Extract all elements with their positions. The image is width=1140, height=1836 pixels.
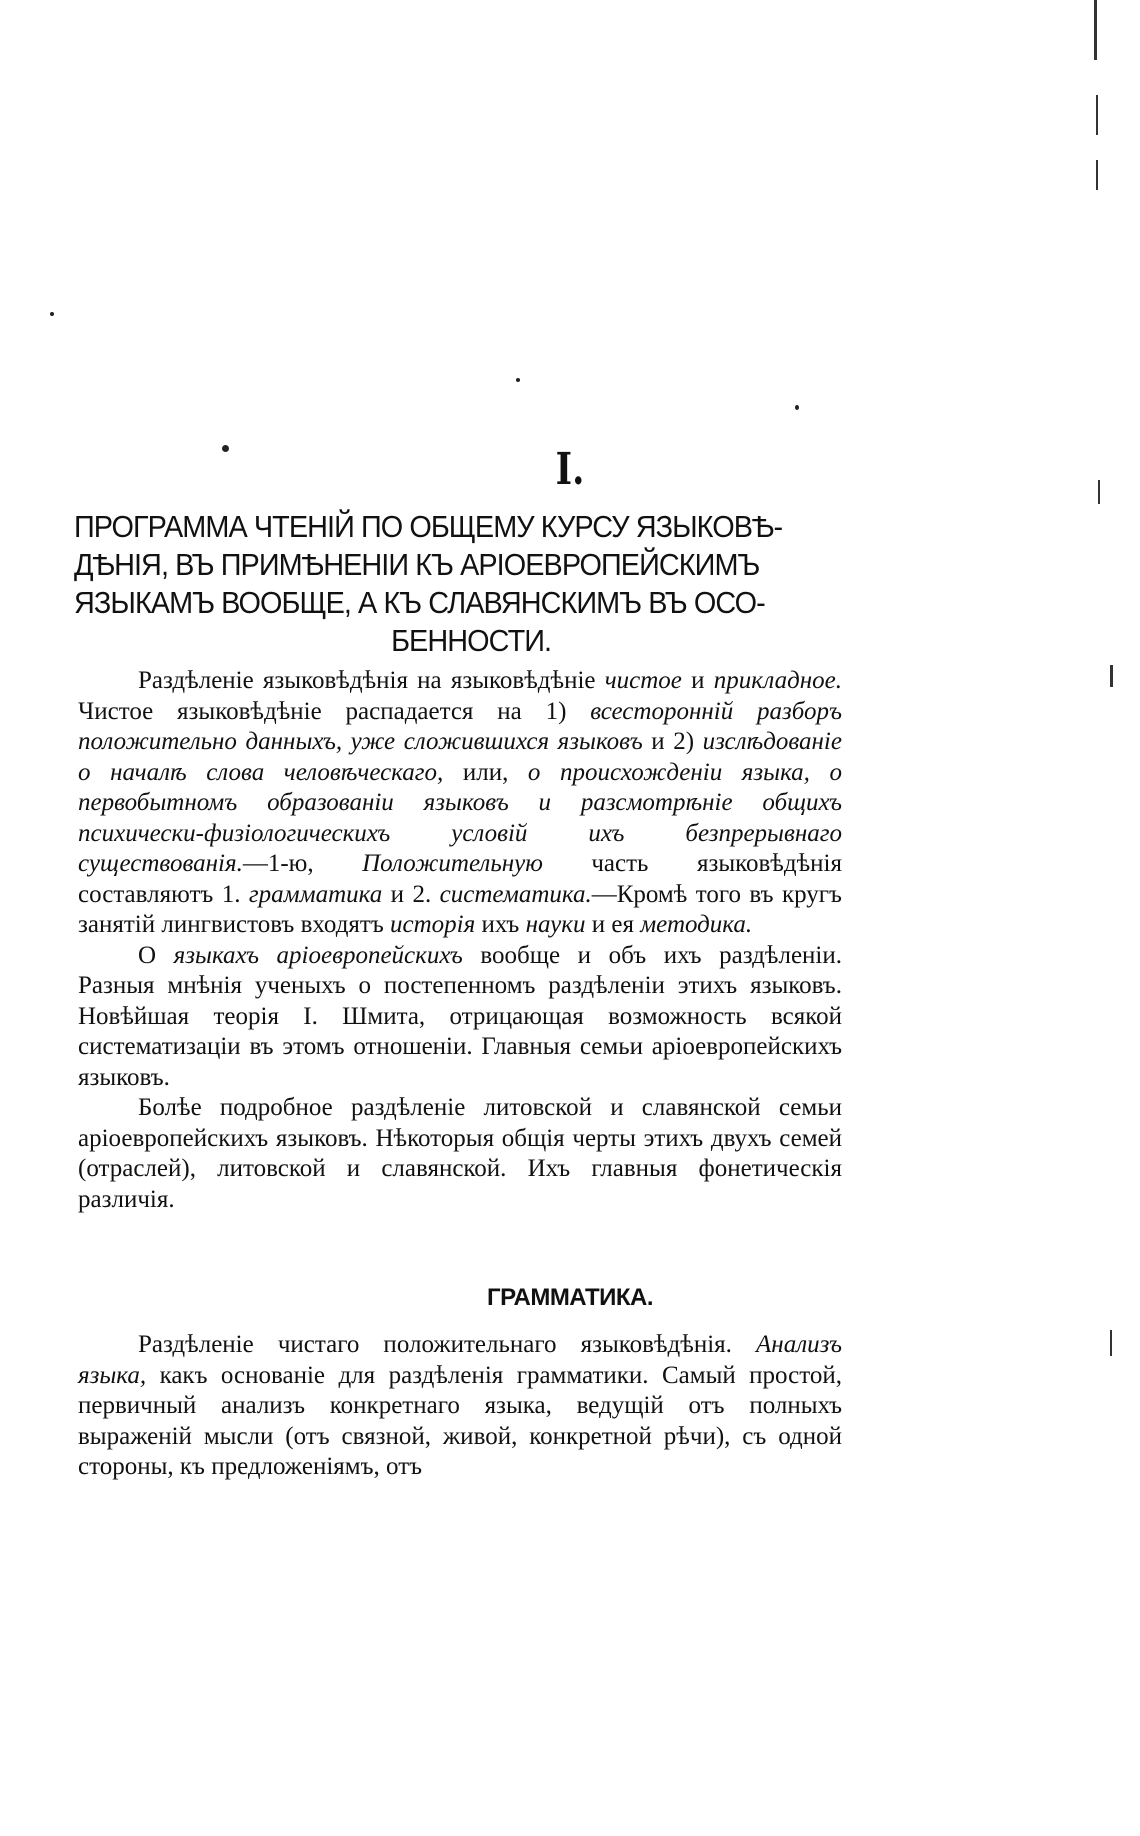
italic-run: о происхожденіи языка, о первобытномъ образованіи языковъ и разсмотрѣніе общихъ психически-физіологическихъ условій ихъ безпрерывнаго существованія. bbox=[78, 758, 842, 877]
scan-edge-mark bbox=[1110, 665, 1113, 687]
scan-speck bbox=[516, 378, 520, 382]
text-run: какъ основаніе для раздѣленія грамматики. Самый простой, первичный анализъ конкретнаго языка, ведущій отъ полныхъ выраженій мысли (отъ связной, живой, конкретной рѣчи), съ одной стороны, къ предложеніямъ, отъ bbox=[78, 1361, 842, 1480]
italic-run: прикладное. bbox=[713, 667, 842, 694]
text-run: вообще и объ ихъ раздѣленіи. Разныя мнѣнія ученыхъ о постепенномъ раздѣленіи этихъ языковъ. Новѣйшая теорія І. Шмита, отрицающая возможность всякой систематизаціи въ этомъ отношеніи. Главныя семьи аріоевропейскихъ языковъ. bbox=[78, 941, 842, 1091]
paragraph bbox=[78, 941, 842, 1094]
chapter-numeral: I. bbox=[555, 444, 585, 495]
scan-edge-mark bbox=[1098, 480, 1100, 504]
scan-edge-mark bbox=[1110, 1330, 1112, 1356]
italic-run: науки bbox=[525, 911, 586, 938]
scan-edge-mark bbox=[1094, 0, 1097, 60]
text-run: и ея bbox=[585, 911, 641, 938]
text-run: или, bbox=[443, 758, 528, 786]
text-run: и 2) bbox=[642, 728, 703, 755]
paragraph bbox=[78, 1093, 842, 1215]
section-heading: ГРАММАТИКА. bbox=[486, 1284, 653, 1311]
scan-speck bbox=[222, 445, 229, 452]
text-run: и bbox=[681, 667, 714, 694]
intro-body bbox=[78, 666, 842, 1215]
title-line: ЯЗЫКАМЪ ВООБЩЕ, А КЪ СЛАВЯНСКИМЪ ВЪ ОСО- bbox=[74, 585, 765, 620]
scan-edge-mark bbox=[1096, 160, 1098, 190]
text-run: и 2. bbox=[382, 880, 440, 908]
paragraph bbox=[78, 1330, 842, 1483]
title-line: ДѢНІЯ, ВЪ ПРИМѢНЕНІИ КЪ АРІОЕВРОПЕЙСКИМЪ bbox=[74, 547, 760, 582]
title-line: ПРОГРАММА ЧТЕНІЙ ПО ОБЩЕМУ КУРСУ ЯЗЫКОВѢ- bbox=[74, 509, 783, 544]
italic-run: языкахъ аріоевропейскихъ bbox=[173, 941, 463, 969]
text-run: —1-ю, bbox=[242, 850, 363, 877]
grammar-body bbox=[78, 1330, 842, 1483]
text-run: О bbox=[138, 941, 174, 969]
italic-run: грамматика bbox=[248, 880, 383, 908]
text-run: Болѣе подробное раздѣленіе литовской и славянской семьи аріоевропейскихъ языковъ. Нѣкоторыя общія черты этихъ двухъ семей (отраслей), литовской и славянской. Ихъ главныя фонетическія различія. bbox=[78, 1094, 842, 1213]
scan-speck bbox=[50, 312, 54, 316]
text-run: Раздѣленіе языковѣдѣнія на языковѣдѣніе bbox=[138, 667, 605, 694]
text-run: часть языковѣдѣнія составляютъ 1. bbox=[78, 850, 842, 908]
italic-run: Анализъ языка, bbox=[78, 1331, 842, 1389]
italic-run: чистое bbox=[604, 667, 682, 694]
scan-speck bbox=[795, 405, 799, 410]
text-run: —Кромѣ того въ кругъ занятій лингвистовъ входятъ bbox=[78, 880, 842, 938]
italic-run: всестороннiй разборъ положительно данныхъ, уже сложившихся языковъ bbox=[78, 697, 842, 755]
chapter-title bbox=[74, 508, 794, 660]
text-run: ихъ bbox=[475, 911, 526, 938]
italic-run: методика. bbox=[640, 911, 753, 938]
italic-run: Положительную bbox=[362, 850, 543, 877]
italic-run: систематика. bbox=[439, 880, 592, 908]
italic-run: изслѣдованіе о началѣ слова человѣческаго, bbox=[78, 728, 842, 786]
text-run: Раздѣленіе чистаго положительнаго языковѣдѣнія. bbox=[138, 1331, 757, 1358]
scan-edge-mark bbox=[1096, 95, 1098, 135]
paragraph bbox=[78, 666, 842, 941]
italic-run: исторія bbox=[390, 911, 476, 938]
title-line: БЕННОСТИ. bbox=[391, 623, 552, 658]
text-run: Чистое языковѣдѣніе распадается на 1) bbox=[78, 697, 591, 725]
